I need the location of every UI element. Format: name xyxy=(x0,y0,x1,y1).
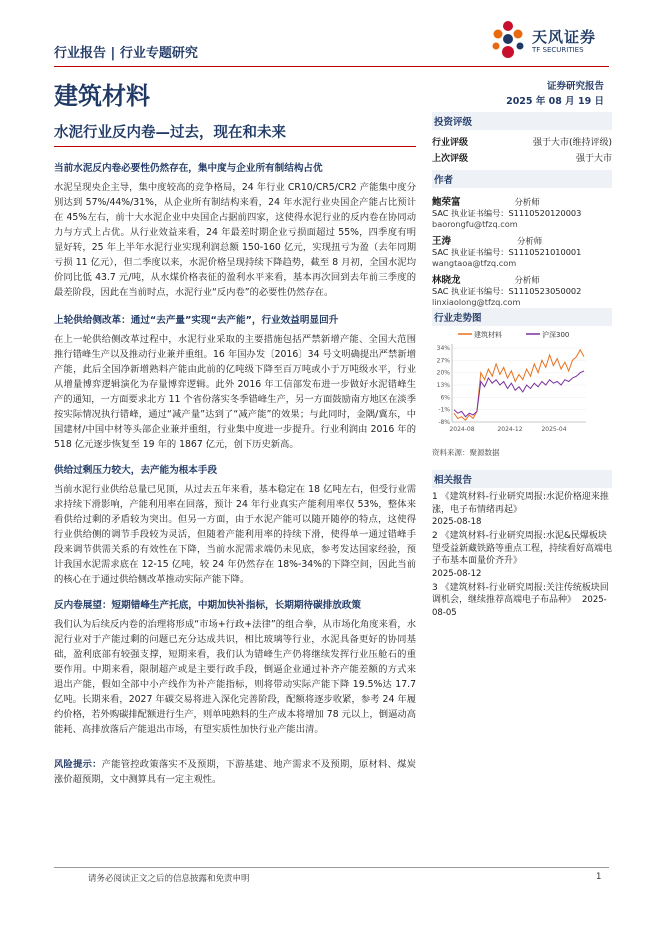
author-email[interactable]: linxiaolong@tfzq.com xyxy=(432,297,521,307)
report-category-line xyxy=(54,42,198,61)
trend-title: 行业走势图 xyxy=(432,308,612,326)
section-paragraph: 在上一轮供给侧改革过程中，水泥行业采取的主要措施包括严禁新增产能、全国大范围推行错峰生产以及推动行业兼并重组。16 年国办发〔2016〕34 号文明确提出严禁新增产能，此后全国净新增熟料产能由此前的亿吨级下降至百万吨或小于万吨级水平，行业从增量博弈逻辑演化为存量博弈逻辑。此外 2016 年工信部发布进一步做好水泥错峰生产的通知，一方面要求北方 11 个省份落实冬季错峰生产，另一方面鼓励南方地区在淡季按实际情况执行错峰，通过“减产量”达到了“减产能”的效果；与此同时，金隅/冀东，中国建材/中国中材等头部企业兼并重组，行业集中度进一步提升。行业利润由 2016 年的 518 亿元逐步恢复至 19 年的 1867 亿元，创下历史新高。 xyxy=(54,334,416,450)
section-4 xyxy=(54,597,416,737)
y-tick-label: 34% xyxy=(436,345,450,352)
risk-label: 风险提示： xyxy=(54,759,102,770)
section-2 xyxy=(54,312,416,452)
related-item-title[interactable]: 2 《建筑材料-行业研究周报:水泥&民爆板块望受益新藏铁路等重点工程，持续看好高端电子布基本面量价齐升》 xyxy=(432,531,613,566)
rating-label: 行业评级 xyxy=(432,138,469,148)
category-separator: | xyxy=(110,46,116,61)
related-item-date: 2025-08-18 xyxy=(432,517,482,527)
rating-block xyxy=(432,112,612,164)
section-heading: 当前水泥反内卷必要性仍然存在，集中度与企业所有制结构占优 xyxy=(54,163,323,174)
section-1 xyxy=(54,160,416,300)
y-tick-label: 13% xyxy=(436,382,450,389)
section-heading: 上轮供给侧改革：通过“去产量”实现“去产能”，行业效益明显回升 xyxy=(54,315,339,326)
section-paragraph: 我们认为后续反内卷的治理将形成“市场+行政+法律”的组合拳，从市场化角度来看，水泥行业对于产能过剩的问题已充分达成共识，相比玻璃等行业，水泥具备更好的协同基础，盈利底部有较强支撑，短期来看，我们认为错峰生产仍将继续发挥行业压舱石的重要作用。中期来看，限制超产或是主要行政手段，倒逼企业通过补齐产能差额的方式来退出产能，假如全部中小产线作为补产能指标，则将带动实际产能下降 19.5%达 17.7 亿吨。长期来看，2027 年碳交易将进入深化完善阶段，配额将逐步收紧，参考 24 年履约价格，若外购碳排配额进行生产，则单吨熟料的生产成本将增加 78 元以上，倒逼动高能耗、高排放落后产能退出市场，有望实质性加快行业产能出清。 xyxy=(54,619,416,735)
industry-title: 建筑材料 xyxy=(54,82,150,110)
report-category: 行业报告 xyxy=(54,46,107,61)
related-item-date: 2025-08-12 xyxy=(432,568,482,579)
page-number: 1 xyxy=(596,872,602,882)
related-item[interactable] xyxy=(432,582,612,620)
related-item-title[interactable]: 1 《建筑材料-行业研究周报:水泥价格迎来推涨，电子布情绪再起》 xyxy=(432,492,609,515)
y-tick-label: 27% xyxy=(436,357,450,365)
related-reports xyxy=(432,470,612,619)
related-item[interactable] xyxy=(432,530,612,580)
logo-subtitle: TF SECURITIES xyxy=(532,46,584,54)
section-heading: 供给过剩压力较大，去产能为根本手段 xyxy=(54,465,218,476)
report-subcategory: 行业专题研究 xyxy=(119,46,198,61)
x-tick-label: 2024-08 xyxy=(449,426,475,433)
author-email[interactable]: baorongfu@tfzq.com xyxy=(432,219,518,229)
author-item xyxy=(432,233,612,268)
author-role: 分析师 xyxy=(514,197,540,207)
logo-mark-icon xyxy=(488,18,528,62)
footer-rule xyxy=(54,867,609,868)
related-item-title[interactable]: 3 《建筑材料-行业研究周报:关注传统板块回调机会，继续推荐高端电子布品种》 2025-08-05 xyxy=(432,582,609,618)
risk-note xyxy=(54,757,416,787)
author-role: 分析师 xyxy=(517,236,543,246)
rating-label: 上次评级 xyxy=(432,154,469,164)
logo-name: 天风证券 xyxy=(532,28,597,46)
x-tick-label: 2024-12 xyxy=(497,426,523,433)
footer-disclaimer: 请务必阅读正文之后的信息披露和免责申明 xyxy=(88,874,250,884)
rating-row xyxy=(432,151,612,164)
author-item xyxy=(432,194,612,229)
rating-value: 强于大市 xyxy=(575,154,612,164)
author-cert: SAC 执业证书编号：S1110521010001 xyxy=(432,247,582,257)
risk-paragraph xyxy=(54,757,416,787)
author-cert: SAC 执业证书编号：S1110523050002 xyxy=(432,286,582,296)
company-logo xyxy=(488,18,608,62)
header-rule xyxy=(54,66,609,67)
related-item-date: 2025-08-05 xyxy=(432,595,607,618)
report-type: 证券研究报告 xyxy=(546,81,604,92)
section-heading: 反内卷展望：短期错峰生产托底，中期加快补指标，长期期待碳排放政策 xyxy=(54,600,361,611)
report-date: 2025 年 08 月 19 日 xyxy=(506,96,604,107)
author-role: 分析师 xyxy=(514,275,540,285)
author-item xyxy=(432,272,612,307)
rating-row xyxy=(432,135,612,148)
legend-label: 建筑材料 xyxy=(474,331,502,339)
related-item[interactable] xyxy=(432,491,612,528)
section-paragraph: 水泥呈现央企主导，集中度较高的竞争格局，24 年行业 CR10/CR5/CR2 产能集中度分别达到 57%/44%/31%，从企业所有制结构来看，24 年水泥行业央国企产能占比预计在 45%左右，前十大水泥企业中央国企占据前四家，这使得水泥行业的反内卷在协同动力与方式上占优。从行业效益来看，24 年最差时期企业亏损面超过 55%，四季度有明显好转，25 年上半年水泥行业实现利润总额 150-160 亿元，实现扭亏为盈（去年同期亏损 11 亿元），但二季度以来，水泥价格呈现持续下降趋势，截至 8 月初，全国水泥均价同比低 43.7 元/吨，从水煤价格表征的盈利水平来看，基本再次回到去年前三季度的最差阶段，因此在当前时点，水泥行业“反内卷”的必要性仍然存在。 xyxy=(54,182,416,298)
y-tick-label: -1% xyxy=(438,406,450,414)
author-name: 鲍荣富 xyxy=(432,197,461,208)
authors-block xyxy=(432,170,612,307)
rating-value: 强于大市(维持评级) xyxy=(532,138,612,148)
author-email[interactable]: wangtaoa@tfzq.com xyxy=(432,258,517,268)
author-name: 林晓龙 xyxy=(432,275,461,286)
section-paragraph: 当前水泥行业供给总量已见顶，从过去五年来看，基本稳定在 18 亿吨左右，但受行业需求持续下滑影响，产能利用率在回落，预计 24 年行业真实产能利用率仅 53%，整体来看供给过剩的矛盾较为突出。但另一方面，由于水泥产能可以随开随停的特点，这使得行业供给侧的调节手段较为灵活，但随着产能利用率的持续下滑，使得单一通过错峰手段来调节供需关系的有效性在下降，当前水泥需求端仍未见底，参考发达国家经验，预计我国水泥需求底在 12-15 亿吨，较 24 年仍然存在 18%-34%的下降空间，因此当前的核心在于通过供给侧改革推动实际产能下降。 xyxy=(54,484,416,585)
trend-block xyxy=(432,308,612,326)
title-underline xyxy=(54,146,416,147)
industry-trend-chart xyxy=(432,326,592,446)
section-3 xyxy=(54,462,416,587)
legend-label: 沪深300 xyxy=(542,331,570,339)
y-tick-label: 6% xyxy=(440,394,450,402)
y-tick-label: 20% xyxy=(436,369,450,377)
author-cert: SAC 执业证书编号：S1110520120003 xyxy=(432,208,582,218)
x-tick-label: 2025-04 xyxy=(541,426,567,433)
authors-title: 作者 xyxy=(432,170,612,188)
rating-title: 投资评级 xyxy=(432,112,612,130)
page-title: 水泥行业反内卷—过去，现在和未来 xyxy=(54,125,286,141)
y-tick-label: -8% xyxy=(438,419,450,426)
author-name: 王涛 xyxy=(432,236,452,247)
chart-source: 资料来源：聚源数据 xyxy=(432,448,500,457)
related-title: 相关报告 xyxy=(432,470,612,488)
risk-text: 产能管控政策落实不及预期，下游基建、地产需求不及预期，原材料、煤炭涨价超预期，文中测算具有一定主观性。 xyxy=(54,759,416,785)
